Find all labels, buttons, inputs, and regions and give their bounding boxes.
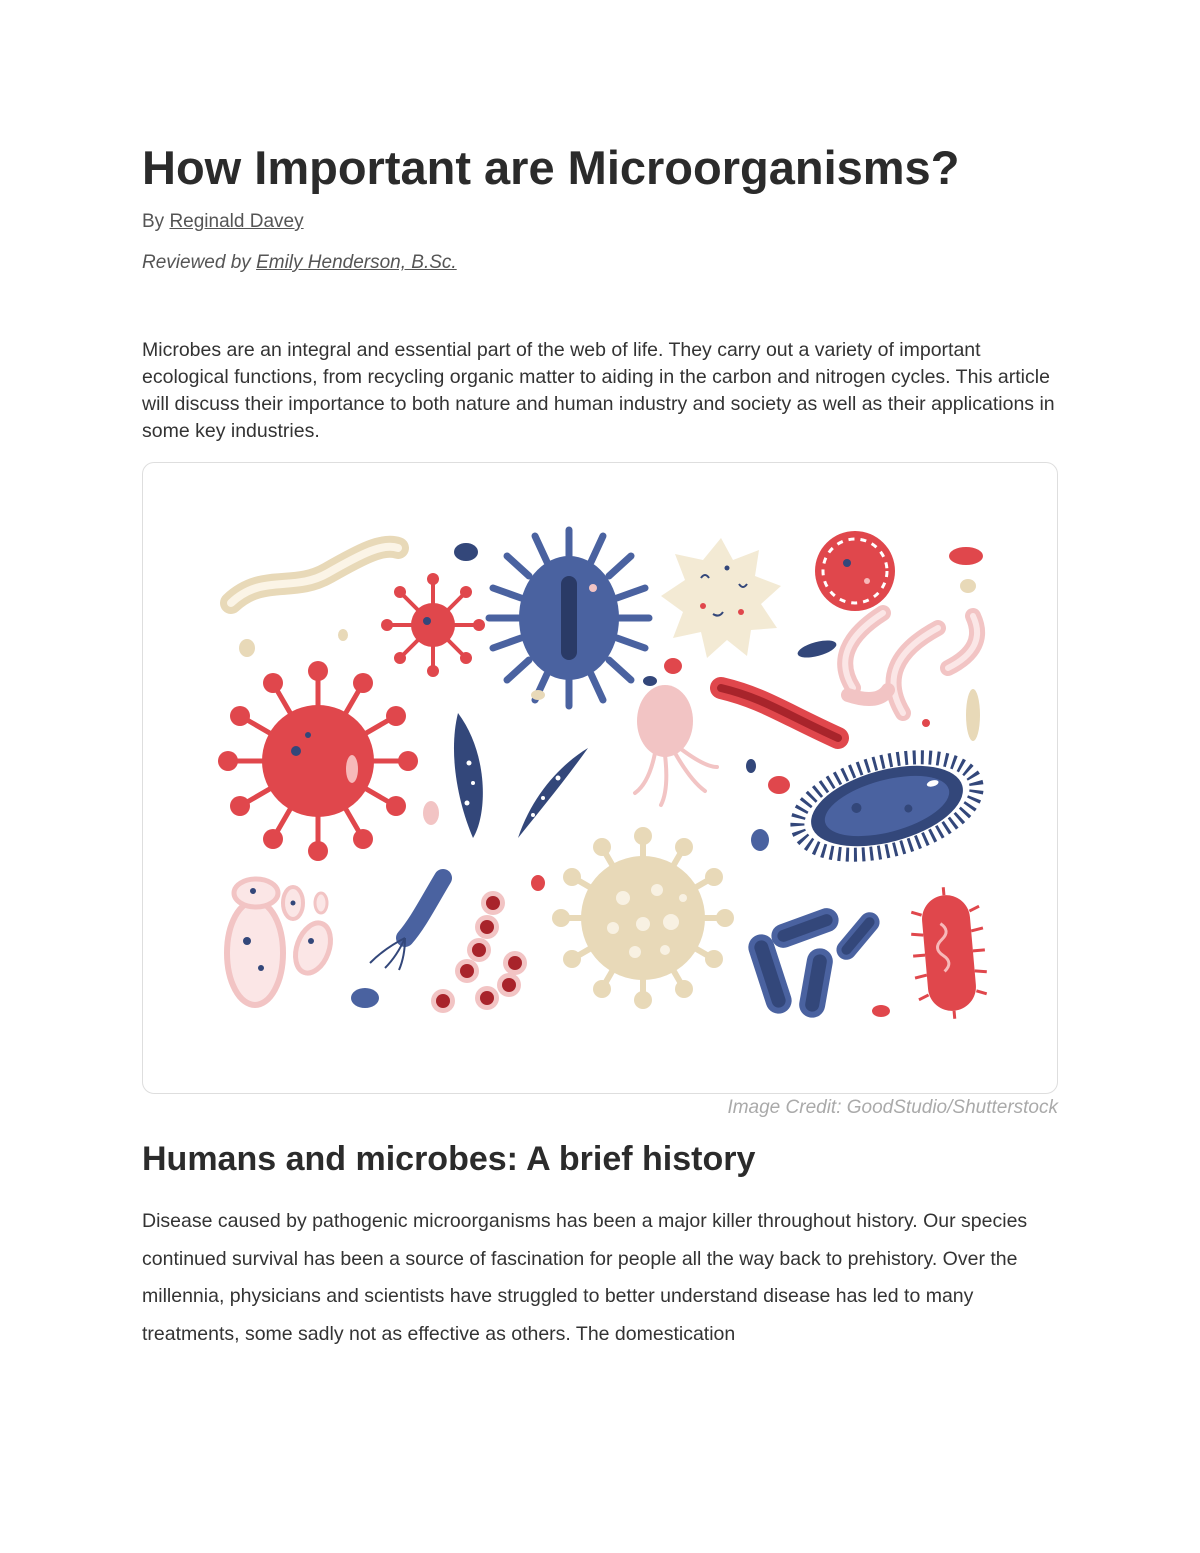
- blue-flagellate-microbe: [370, 878, 443, 970]
- section-heading: Humans and microbes: A brief history: [142, 1140, 756, 1178]
- red-worm-microbe: [721, 688, 838, 738]
- blue-rod-bacteria: [745, 905, 884, 1020]
- beige-sunburst-microbe: [661, 538, 781, 658]
- beige-worm-microbe: [231, 547, 398, 603]
- navy-spindle-microbes: [454, 713, 588, 838]
- blue-ciliated-bacterium: [489, 530, 649, 706]
- red-round-virus: [815, 531, 895, 611]
- section-body: Disease caused by pathogenic microorganisms has been a major killer throughout history. Our species continued survival has been a source of fascination for people all the way back to prehistory. Over the millennia, physicians and scientists have struggled to better understand disease has led to many treatments, some sadly not as effective as others. The domestication: [142, 1210, 1028, 1345]
- pink-curved-rods: [845, 613, 977, 713]
- navy-rod-microbe: [796, 637, 838, 661]
- navy-hairy-bacterium: [787, 740, 988, 873]
- small-red-virus: [381, 573, 485, 677]
- navy-dot-microbe: [454, 543, 478, 561]
- intro-paragraph: Microbes are an integral and essential part of the web of life. They carry out a variety of important ecological functions, from recycling organic matter to aiding in the carbon and nitrogen cycles. This article will discuss their importance to both nature and human industry and society as well as their applications in some key industries.: [142, 339, 1055, 442]
- red-coccus-chain: [431, 891, 527, 1013]
- beige-corona-virus: [552, 827, 734, 1009]
- byline-prefix: By: [142, 211, 170, 232]
- byline: [142, 211, 304, 233]
- reviewed-prefix: Reviewed by: [142, 252, 257, 273]
- author-link[interactable]: Reginald Davey: [169, 211, 304, 232]
- image-credit: Image Credit: GoodStudio/Shutterstock: [727, 1097, 1058, 1118]
- microbes-illustration-art: [143, 463, 1057, 1093]
- pink-tentacle-microbe: [635, 685, 717, 805]
- red-spiky-rod-microbe: [907, 884, 990, 1022]
- beige-dot-microbe: [960, 579, 976, 593]
- pink-cell-cluster: [227, 879, 337, 1005]
- red-oval-microbe: [949, 547, 983, 565]
- reviewer-link[interactable]: Emily Henderson, B.Sc.: [256, 252, 457, 273]
- reviewed-by: [142, 252, 457, 274]
- article-title: How Important are Microorganisms?: [142, 141, 960, 194]
- large-red-virus: [218, 661, 418, 861]
- beige-rod-microbe: [966, 689, 980, 741]
- microbes-illustration: [142, 462, 1058, 1094]
